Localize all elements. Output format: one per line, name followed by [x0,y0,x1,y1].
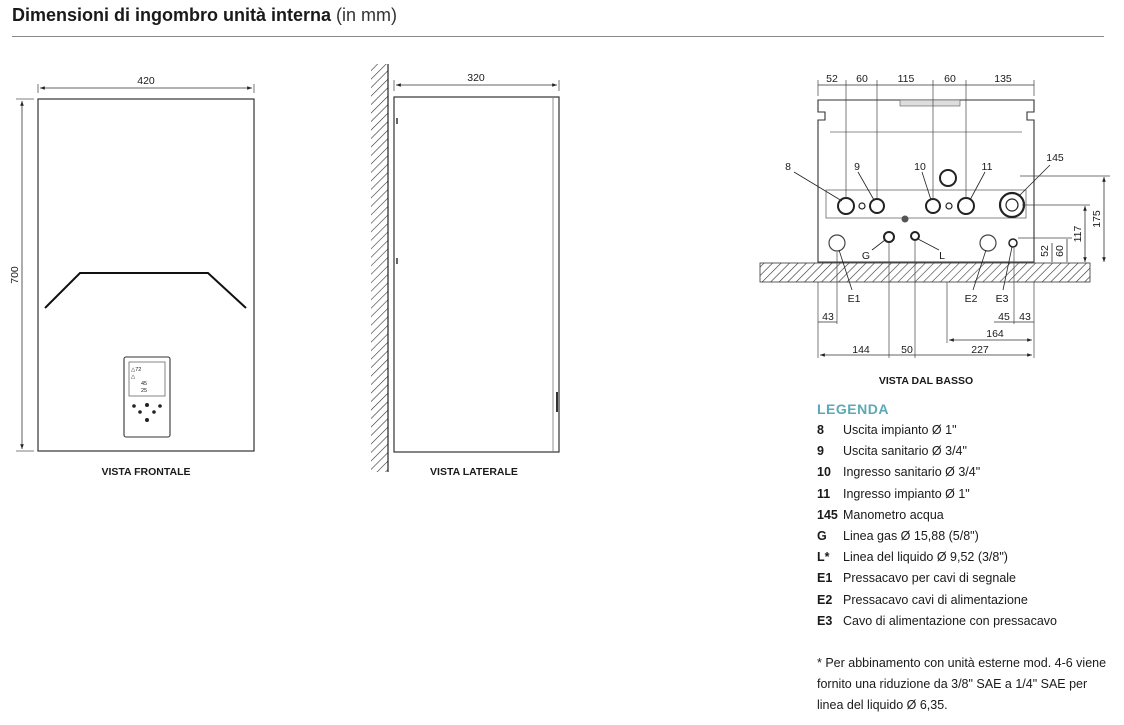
front-view-caption: VISTA FRONTALE [101,466,191,478]
legend-item [817,465,1057,486]
legend-code: 9 [817,444,824,459]
legend-code: L* [817,550,830,565]
legend-text: Pressacavo cavi di alimentazione [843,592,1028,607]
power-button-icon [145,418,149,422]
legend-item [817,550,1057,571]
legend-item [817,487,1057,508]
bottom-view [760,73,1110,387]
wall-hatch [371,64,388,472]
legend-text: Uscita impianto Ø 1" [843,423,957,437]
legend-item [817,423,1057,444]
right-dim-117: 117 [1072,225,1084,243]
liquid-line-l-icon [911,232,919,240]
label-10: 10 [914,161,926,173]
legend-item [817,593,1057,614]
legend-code: E2 [817,592,833,607]
top-dim-135: 135 [994,73,1012,85]
side-view [371,64,559,478]
gas-line-g-icon [884,232,894,242]
legend-item [817,444,1057,465]
legend-text: Linea del liquido Ø 9,52 (3/8") [843,550,1008,565]
footnote: * Per abbinamento con unità esterne mod. 4-6 viene fornito una riduzione da 3/8" SAE a 1/4" SAE per linea del liquido Ø 6,35. [817,656,1107,712]
display-line-4: 25 [141,388,148,394]
legend-heading: LEGENDA [817,401,889,417]
legend-item [817,614,1057,635]
front-chevron [45,273,246,308]
legend-code: E1 [817,571,833,586]
label-g: G [861,250,871,262]
bottom-dim-164: 164 [986,328,1004,340]
legend-text: Uscita sanitario Ø 3/4" [843,444,967,459]
top-dim-60b: 60 [944,73,956,85]
bottom-dim-43-right: 43 [1019,311,1031,323]
label-e1: E1 [847,293,861,305]
plus-button-icon [158,404,162,408]
display-line-3: 45 [141,381,148,387]
fitting-10-icon [926,199,940,213]
top-dim-60: 60 [856,73,868,85]
minus-button-icon [132,404,136,408]
legend-text: Linea gas Ø 15,88 (5/8") [843,528,979,543]
bottom-wall-hatch [760,263,1090,282]
front-unit-outline [38,99,254,451]
bottom-unit-outline [818,100,1034,262]
control-panel [124,357,170,437]
fitting-11-icon [958,198,974,214]
side-view-caption: VISTA LATERALE [430,466,518,478]
bottom-dim-227: 227 [971,344,989,356]
mode-button-icon [145,403,149,407]
right-dim-60: 60 [1054,245,1066,257]
top-dim-115: 115 [897,73,915,85]
legend-item [817,529,1057,550]
down-button-icon [138,410,142,414]
label-e3: E3 [995,293,1009,305]
display-line-1: △72 [131,367,142,373]
display-line-2: △ [131,374,136,380]
legend-code: E3 [817,613,833,628]
legend-text: Cavo di alimentazione con pressacavo [843,613,1058,628]
up-button-icon [152,410,156,414]
right-dim-175: 175 [1091,210,1103,228]
front-width-value: 420 [137,75,155,87]
legend-text: Manometro acqua [843,507,944,522]
bottom-dim-50: 50 [901,344,913,356]
label-145: 145 [1046,152,1064,164]
top-dim-52: 52 [826,73,838,85]
manometer-145-icon [1000,193,1024,217]
bottom-dim-43-left: 43 [822,311,834,323]
title-text: Dimensioni di ingombro unità interna [12,5,332,25]
legend-code: 11 [817,486,831,501]
legend-list [817,423,1057,635]
bottom-dim-45: 45 [998,311,1010,323]
legend-code: G [817,528,827,543]
legend-code: 145 [817,507,838,522]
fitting-9-icon [870,199,884,213]
legend-code: 10 [817,465,831,480]
bottom-view-caption: VISTA DAL BASSO [878,375,974,387]
legend-item [817,508,1057,529]
side-unit-outline [394,97,559,452]
front-view [9,75,254,478]
label-11: 11 [981,161,993,173]
legend-text: Ingresso sanitario Ø 3/4" [843,465,981,480]
label-9: 9 [854,161,860,173]
right-dim-52: 52 [1039,245,1051,257]
cable-gland-e3-icon [1009,239,1017,247]
legend-code: 8 [817,423,824,437]
front-height-value: 700 [9,266,21,284]
side-depth-value: 320 [467,72,485,84]
legend-text: Ingresso impianto Ø 1" [843,486,970,501]
label-l: L [939,250,945,262]
title-unit: (in mm) [336,5,398,25]
label-e2: E2 [964,293,978,305]
legend-item [817,571,1057,592]
legend-text: Pressacavo per cavi di segnale [843,571,1017,586]
bottom-dim-144: 144 [852,344,870,356]
label-8: 8 [785,161,791,173]
